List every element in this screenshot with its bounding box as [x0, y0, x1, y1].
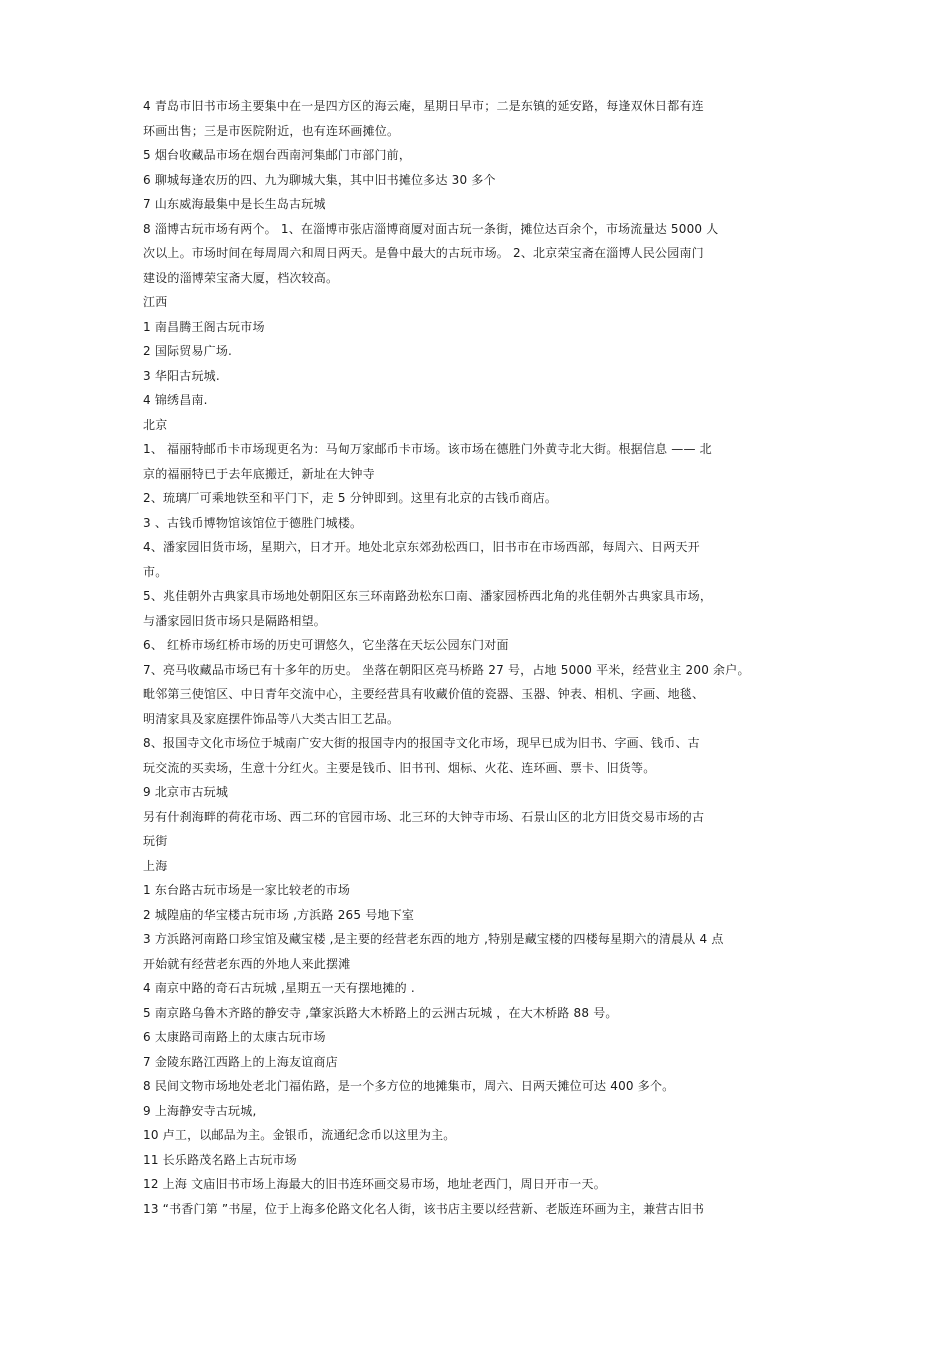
- text-line: 3 华阳古玩城.: [143, 368, 220, 383]
- text-line: 6、 红桥市场红桥市场的历史可谓悠久，它坐落在天坛公园东门对面: [143, 638, 509, 652]
- text-line: 3 方浜路河南路口珍宝馆及藏宝楼 ,是主要的经营老东西的地方 ,特别是藏宝楼的四楼每星期六的清晨从 4 点: [143, 932, 724, 946]
- text-line: 1 南昌腾王阁古玩市场: [143, 319, 265, 334]
- text-line: 8、报国寺文化市场位于城南广安大街的报国寺内的报国寺文化市场，现早已成为旧书、字画、钱币、古: [143, 736, 700, 750]
- text-line: 明清家具及家庭摆件饰品等八大类古旧工艺品。: [143, 711, 400, 726]
- text-line: 12 上海 文庙旧书市场上海最大的旧书连环画交易市场，地址老西门，周日开市一天。: [143, 1177, 606, 1191]
- text-line: 4 锦绣昌南.: [143, 393, 208, 407]
- text-line: 8 淄博古玩市场有两个。 1、在淄博市张店淄博商厦对面古玩一条街，摊位达百余个，市场流量达 5000 人: [143, 221, 719, 236]
- text-line: 7 山东威海最集中是长生岛古玩城: [143, 197, 326, 211]
- text-line: 1 东台路古玩市场是一家比较老的市场: [143, 883, 351, 897]
- text-line: 与潘家园旧货市场只是隔路相望。: [143, 613, 327, 628]
- text-line: 另有什刹海畔的荷花市场、西二环的官园市场、北三环的大钟寺市场、石景山区的北方旧货交易市场的古: [143, 809, 705, 824]
- text-line: 8 民间文物市场地处老北门福佑路，是一个多方位的地摊集市，周六、日两天摊位可达 400 多个。: [143, 1079, 675, 1093]
- text-line: 5 烟台收藏品市场在烟台西南河集邮门市部门前，: [143, 148, 412, 162]
- text-line: 6 聊城每逢农历的四、九为聊城大集，其中旧书摊位多达 30 多个: [143, 172, 496, 187]
- text-line: 京的福丽特已于去年底搬迁，新址在大钟寺: [143, 466, 375, 481]
- text-line: 1、 福丽特邮币卡市场现更名为：马甸万家邮币卡市场。该市场在德胜门外黄寺北大街。根据信息 —— 北: [143, 442, 712, 456]
- text-line: 7、亮马收藏品市场已有十多年的历史。 坐落在朝阳区亮马桥路 27 号，占地 5000 平米，经营业主 200 余户。: [143, 662, 750, 677]
- section-heading-shanghai: 上海: [143, 858, 168, 873]
- text-line: 玩交流的买卖场，生意十分红火。主要是钱币、旧书刊、烟标、火花、连环画、票卡、旧货等。: [143, 760, 656, 775]
- text-line: 4 南京中路的奇石古玩城 ,星期五一天有摆地摊的 .: [143, 981, 415, 995]
- text-line: 2、琉璃厂可乘地铁至和平门下，走 5 分钟即到。这里有北京的古钱币商店。: [143, 491, 558, 505]
- text-line: 11 长乐路茂名路上古玩市场: [143, 1152, 297, 1167]
- text-line: 4 青岛市旧书市场主要集中在一是四方区的海云庵，星期日早市；二是东镇的延安路，每逢双休日都有连: [143, 99, 704, 113]
- text-line: 玩街: [143, 834, 168, 848]
- text-line: 3 、古钱币博物馆该馆位于德胜门城楼。: [143, 515, 363, 530]
- text-line: 建设的淄博荣宝斋大厦，档次较高。: [143, 270, 339, 285]
- text-line: 环画出售；三是市医院附近，也有连环画摊位。: [143, 123, 400, 138]
- text-line: 13 “书香门第 ”书屋，位于上海多伦路文化名人街，该书店主要以经营新、老版连环画为主，兼营古旧书: [143, 1201, 705, 1216]
- text-line: 7 金陵东路江西路上的上海友谊商店: [143, 1054, 338, 1069]
- text-line: 次以上。市场时间在每周周六和周日两天。是鲁中最大的古玩市场。 2、北京荣宝斋在淄博人民公园南门: [143, 246, 704, 260]
- text-line: 开始就有经营老东西的外地人来此摆滩: [143, 956, 351, 971]
- text-line: 2 城隍庙的华宝楼古玩市场 ,方浜路 265 号地下室: [143, 907, 415, 922]
- section-heading-beijing: 北京: [143, 417, 168, 432]
- text-line: 2 国际贸易广场.: [143, 344, 233, 358]
- text-line: 9 上海静安寺古玩城,: [143, 1103, 257, 1118]
- section-heading-jiangxi: 江西: [143, 295, 168, 309]
- text-line: 5、兆佳朝外古典家具市场地处朝阳区东三环南路劲松东口南、潘家园桥西北角的兆佳朝外古典家具市场，: [143, 589, 713, 603]
- text-line: 毗邻第三使馆区、中日青年交流中心，主要经营具有收藏价值的瓷器、玉器、钟表、相机、字画、地毯、: [143, 687, 705, 701]
- text-line: 5 南京路乌鲁木齐路的静安寺 ,肇家浜路大木桥路上的云洲古玩城 ，在大木桥路 88 号。: [143, 1005, 618, 1020]
- text-line: 9 北京市古玩城: [143, 785, 229, 799]
- document-body: [143, 94, 811, 1221]
- text-line: 6 太康路司南路上的太康古玩市场: [143, 1030, 326, 1044]
- text-line: 市。: [143, 564, 168, 579]
- text-line: 4、潘家园旧货市场，星期六，日才开。地处北京东郊劲松西口，旧书市在市场西部，每周六、日两天开: [143, 540, 700, 554]
- text-line: 10 卢工，以邮品为主。金银币，流通纪念币以这里为主。: [143, 1128, 456, 1142]
